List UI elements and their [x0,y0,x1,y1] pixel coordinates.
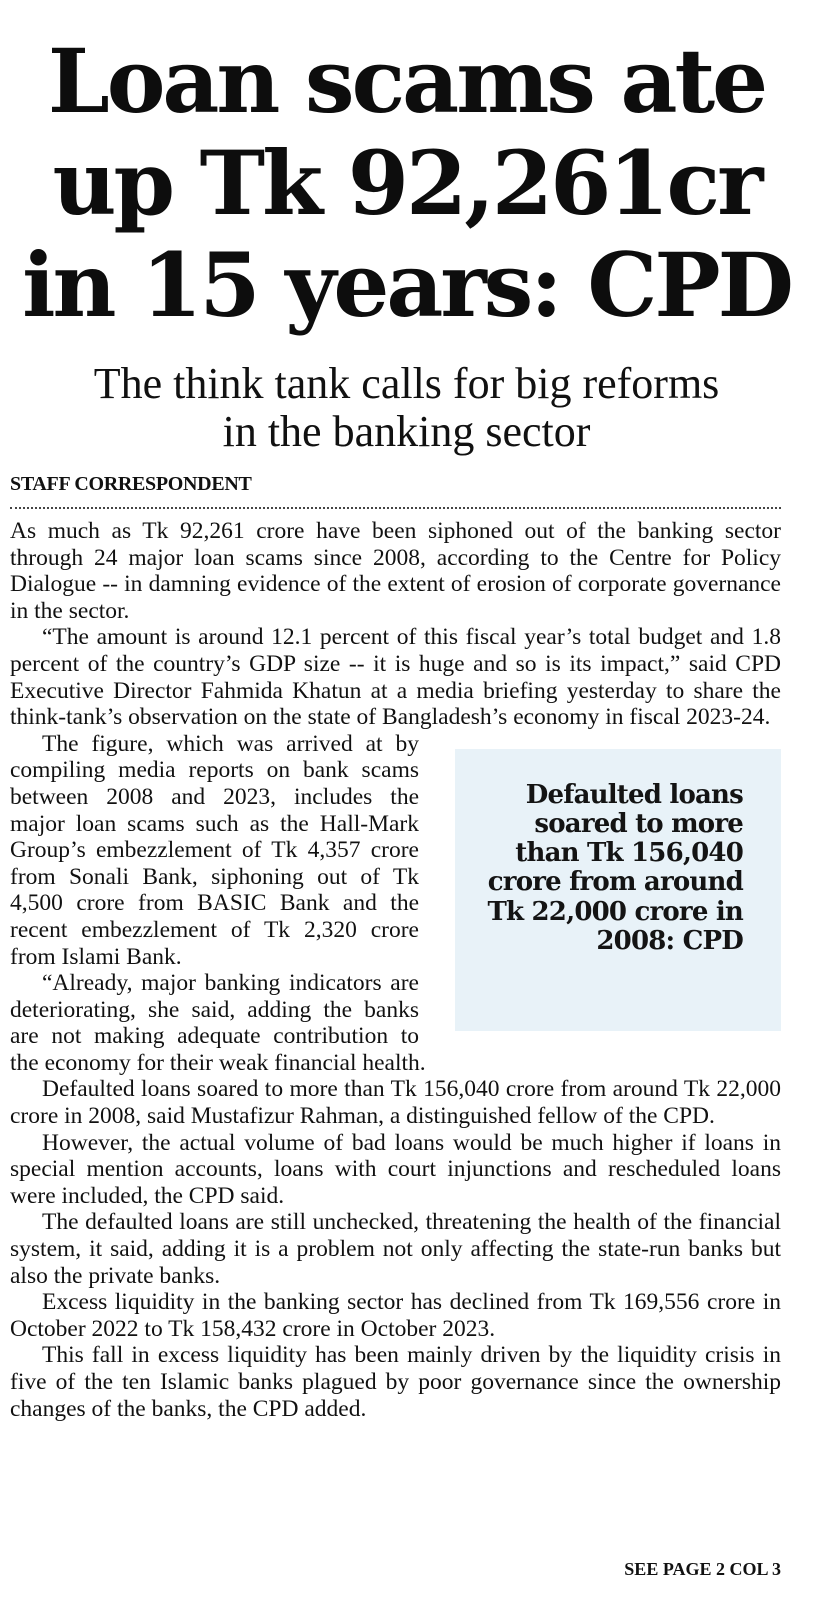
subheadline-line-1: The think tank calls for big reforms [93,359,720,408]
byline: STAFF CORRESPONDENT [10,473,252,495]
headline-line-1: Loan scams ate [47,29,766,133]
paragraph: The defaulted loans are still unchecked, threatening the health of the financial system, it said, adding it is a problem not only affecting the state-run banks but also the private banks. [10,1209,781,1289]
paragraph: However, the actual volume of bad loans would be much higher if loans in special mention accounts, loans with court injunctions and rescheduled loans were included, the CPD said. [10,1129,781,1209]
paragraph: This fall in excess liquidity has been mainly driven by the liquidity crisis in five of the ten Islamic banks plagued by poor governance since the ownership changes of the banks, the CPD added. [10,1342,781,1422]
article-body [10,518,781,1422]
paragraph: “Already, major banking indicators are deteriorating, she said, adding the banks are not making adequate contribution to the economy for their weak financial health. [10,970,426,1076]
paragraph: Defaulted loans soared to more than Tk 156,040 crore from around Tk 22,000 crore in 2008, said Mustafizur Rahman, a distinguished fellow of the CPD. [10,1076,781,1130]
dotted-divider [10,507,781,509]
pull-quote: Defaulted loans soared to more than Tk 156,040 crore from around Tk 22,000 crore in 2008: CPD [455,749,781,1031]
subheadline-line-2: in the banking sector [222,407,591,456]
continuation-note: SEE PAGE 2 COL 3 [624,1559,781,1579]
headline [8,30,805,336]
paragraph: As much as Tk 92,261 crore have been siphoned out of the banking sector through 24 major loan scams since 2008, according to the Centre for Policy Dialogue -- in damning evidence of the extent of erosion of corporate governance in the sector. [10,518,781,624]
paragraph: Excess liquidity in the banking sector has declined from Tk 169,556 crore in October 2022 to Tk 158,432 crore in October 2023. [10,1289,781,1342]
headline-line-2: up Tk 92,261cr [52,131,761,235]
paragraph: “The amount is around 12.1 percent of this fiscal year’s total budget and 1.8 percent of the country’s GDP size -- it is huge and so is its impact,” said CPD Executive Director Fahmida Khatun at a media briefing yesterday to share the think-tank’s observation on the state of Bangladesh’s economy in fiscal 2023-24. [10,624,781,731]
subheadline [8,360,805,456]
paragraph: The figure, which was arrived at by compiling media reports on bank scams between 2008 and 2023, includes the major loan scams such as the Hall-Mark Group’s embezzlement of Tk 4,357 crore from Sonali Bank, siphoning out of Tk 4,500 crore from BASIC Bank and the recent embezzlement of Tk 2,320 crore from Islami Bank. [10,730,419,970]
headline-line-3: in 15 years: CPD [22,233,791,337]
